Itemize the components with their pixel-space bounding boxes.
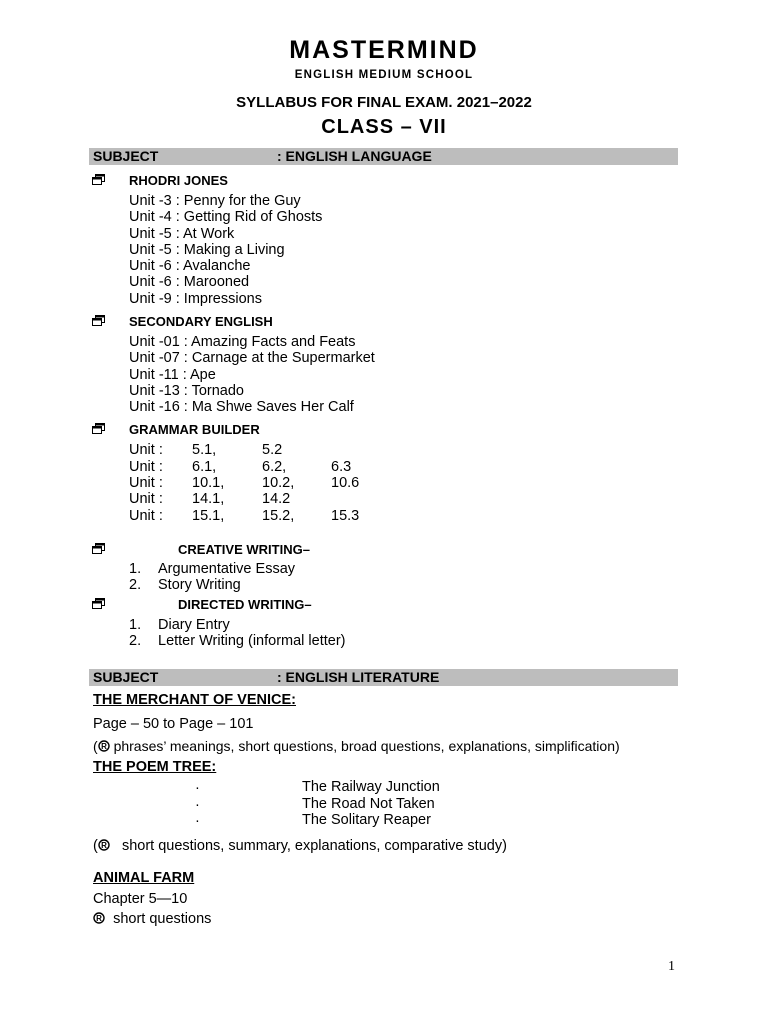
grammar-cell: 15.1,: [192, 508, 225, 524]
rhodri-heading: RHODRI JONES: [129, 173, 228, 188]
poem-topics-line: [93, 838, 507, 854]
svg-text:R: R: [100, 742, 107, 751]
window-bullet-icon: [92, 423, 105, 434]
open-paren: (: [93, 738, 98, 754]
poem-topics: short questions, summary, explanations, comparative study): [121, 838, 507, 854]
list-item: The Railway Junction: [302, 779, 440, 795]
syllabus-heading: SYLLABUS FOR FINAL EXAM. 2021–2022: [236, 94, 532, 111]
subject-label: SUBJECT: [93, 148, 159, 164]
directed-heading: DIRECTED WRITING–: [178, 597, 312, 612]
grammar-cell: 14.2: [262, 491, 291, 507]
subject-value: : ENGLISH LANGUAGE: [277, 148, 432, 164]
grammar-cell: Unit :: [129, 442, 163, 458]
svg-text:R: R: [96, 914, 102, 923]
subject-bar-literature: [89, 669, 678, 686]
subject-bar-language: [89, 148, 678, 165]
list-number: 1.: [129, 617, 142, 633]
grammar-cell: Unit :: [129, 459, 163, 475]
list-item: Unit -16 : Ma Shwe Saves Her Calf: [129, 399, 354, 415]
grammar-cell: 15.2,: [262, 508, 295, 524]
window-bullet-icon: [92, 174, 105, 185]
list-item: Unit -6 : Marooned: [129, 274, 250, 290]
subject-label: SUBJECT: [93, 669, 159, 685]
list-item: Unit -6 : Avalanche: [129, 258, 251, 274]
grammar-cell: 14.1,: [192, 491, 225, 507]
svg-text:R: R: [100, 841, 107, 850]
close-paren: ): [615, 738, 620, 754]
animal-chapters: Chapter 5—10: [93, 891, 188, 907]
secondary-heading: SECONDARY ENGLISH: [129, 314, 273, 329]
grammar-cell: 10.6: [331, 475, 360, 491]
grammar-cell: 5.1,: [192, 442, 217, 458]
animal-topics-line: [93, 911, 211, 927]
list-number: 1.: [129, 561, 142, 577]
grammar-cell: 5.2: [262, 442, 283, 458]
grammar-cell: 6.1,: [192, 459, 217, 475]
merchant-topics: phrases’ meanings, short questions, broad questions, explanations, simplification: [113, 738, 615, 754]
list-item: Letter Writing (informal letter): [158, 633, 346, 649]
animal-topics: short questions: [113, 911, 212, 927]
window-bullet-icon: [92, 598, 105, 609]
page-number: 1: [668, 959, 675, 974]
bullet: ·: [195, 813, 200, 829]
list-item: The Road Not Taken: [302, 796, 435, 812]
window-bullet-icon: [92, 315, 105, 326]
list-item: Story Writing: [158, 577, 241, 593]
list-item: Unit -9 : Impressions: [129, 291, 262, 307]
grammar-cell: Unit :: [129, 508, 163, 524]
list-item: Unit -07 : Carnage at the Supermarket: [129, 350, 375, 366]
open-paren: (: [93, 838, 98, 854]
list-item: The Solitary Reaper: [302, 812, 431, 828]
list-item: Unit -3 : Penny for the Guy: [129, 193, 301, 209]
grammar-cell: 10.1,: [192, 475, 225, 491]
grammar-cell: Unit :: [129, 491, 163, 507]
registered-bullet-icon: [98, 740, 110, 752]
grammar-cell: 15.3: [331, 508, 360, 524]
list-item: Unit -5 : Making a Living: [129, 242, 285, 258]
school-title: MASTERMIND: [289, 36, 479, 64]
creative-heading: CREATIVE WRITING–: [178, 542, 310, 557]
subject-value: : ENGLISH LITERATURE: [277, 669, 440, 685]
merchant-heading: THE MERCHANT OF VENICE:: [93, 692, 296, 708]
list-item: Diary Entry: [158, 617, 230, 633]
grammar-heading: GRAMMAR BUILDER: [129, 422, 260, 437]
list-number: 2.: [129, 577, 142, 593]
class-heading: CLASS – VII: [321, 116, 447, 138]
list-item: Unit -01 : Amazing Facts and Feats: [129, 334, 356, 350]
window-bullet-icon: [92, 543, 105, 554]
registered-bullet-icon: [93, 912, 105, 924]
poem-heading: THE POEM TREE:: [93, 759, 217, 775]
list-item: Unit -13 : Tornado: [129, 383, 244, 399]
bullet: ·: [195, 797, 200, 813]
grammar-cell: 6.3: [331, 459, 352, 475]
school-subtitle: ENGLISH MEDIUM SCHOOL: [294, 69, 474, 81]
list-item: Unit -4 : Getting Rid of Ghosts: [129, 209, 323, 225]
bullet: ·: [195, 780, 200, 796]
list-item: Unit -5 : At Work: [129, 226, 235, 242]
registered-bullet-icon: [98, 839, 110, 851]
animal-heading: ANIMAL FARM: [93, 870, 195, 886]
list-item: Argumentative Essay: [158, 561, 296, 577]
merchant-topics-line: [93, 738, 620, 754]
list-item: Unit -11 : Ape: [129, 367, 216, 383]
grammar-cell: 10.2,: [262, 475, 295, 491]
grammar-cell: 6.2,: [262, 459, 287, 475]
grammar-cell: Unit :: [129, 475, 163, 491]
list-number: 2.: [129, 633, 142, 649]
merchant-pages: Page – 50 to Page – 101: [93, 716, 254, 732]
